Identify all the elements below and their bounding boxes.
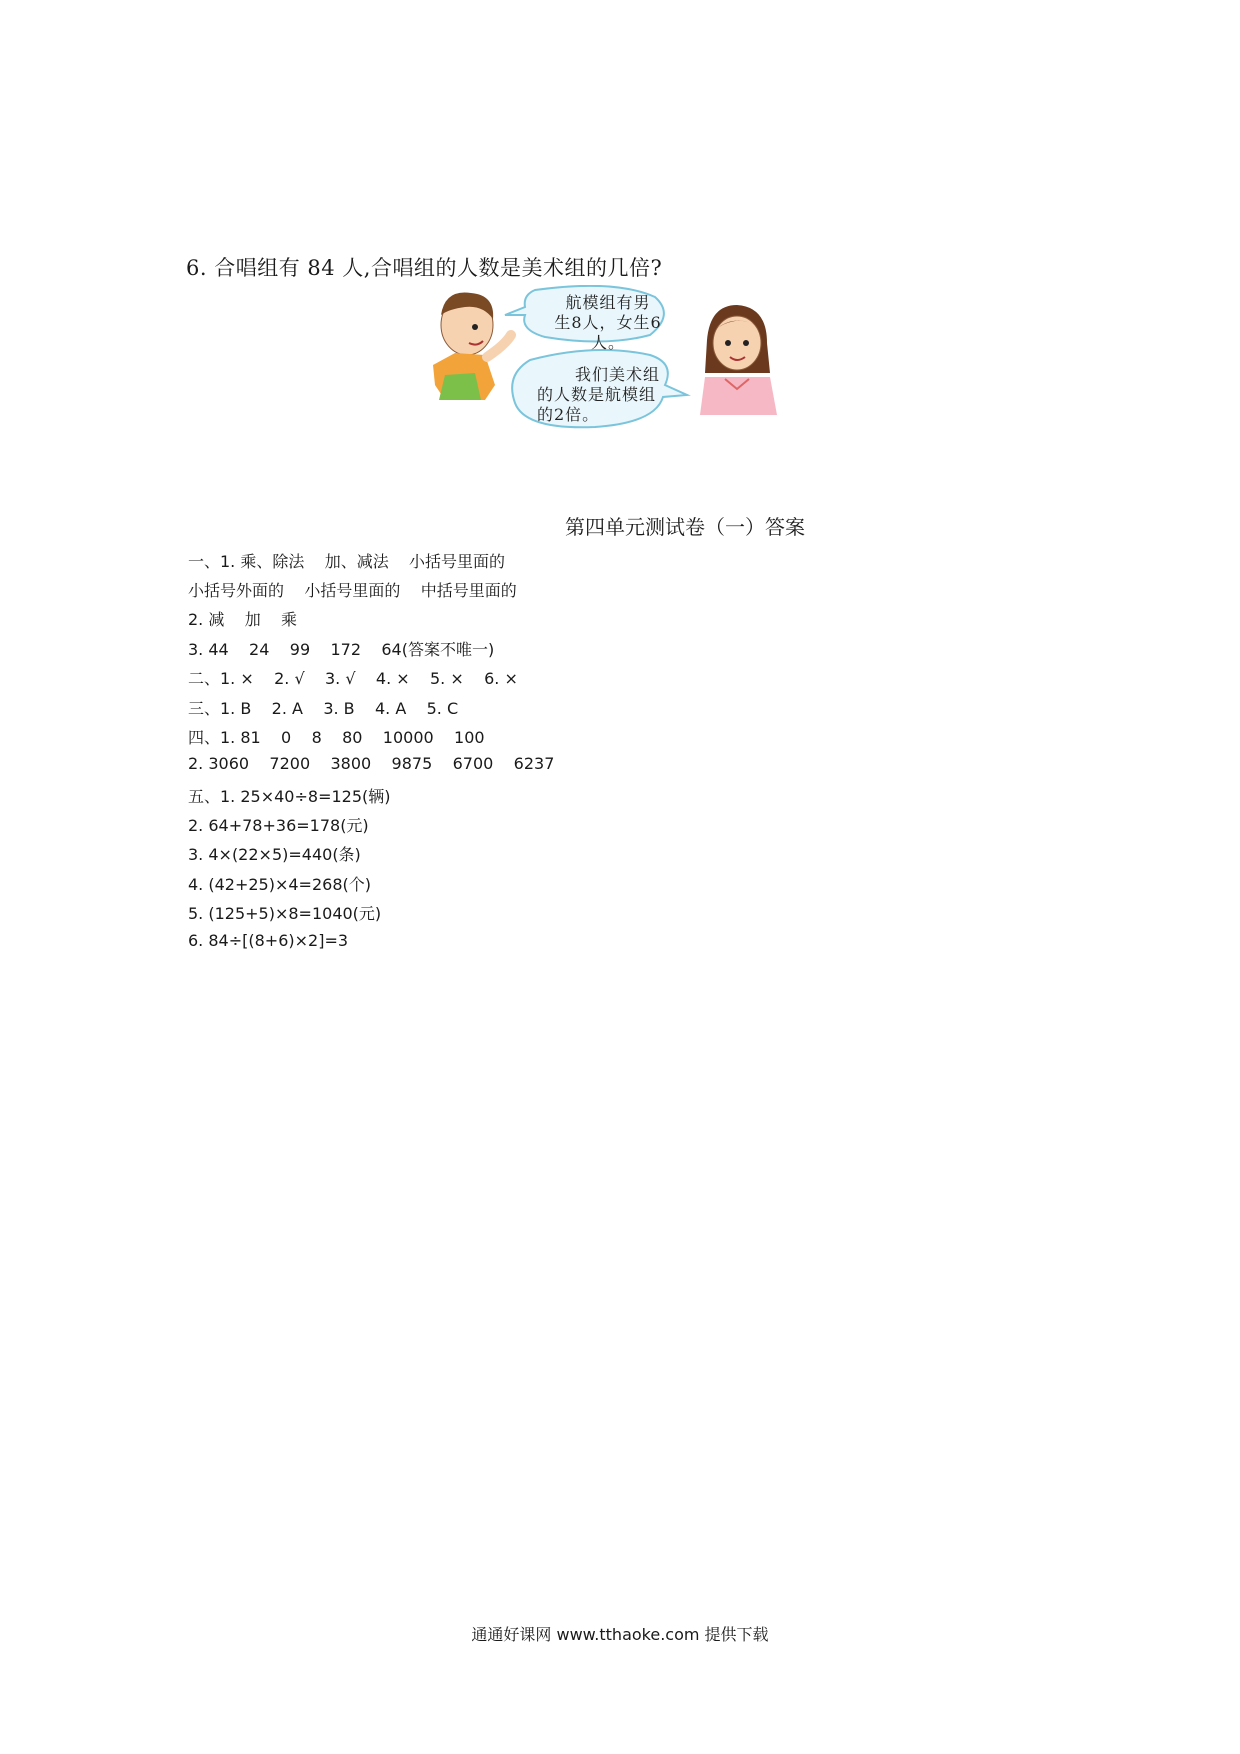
answer-line: 2. 3060 7200 3800 9875 6700 6237 (188, 754, 555, 773)
answer-line: 一、1. 乘、除法 加、减法 小括号里面的 (188, 552, 506, 571)
girl-figure (700, 305, 777, 415)
dialogue-illustration (425, 285, 805, 445)
answer-line: 小括号外面的 小括号里面的 中括号里面的 (188, 581, 517, 600)
girl-bubble-line: 的2倍。 (537, 405, 600, 424)
answer-line: 2. 减 加 乘 (188, 610, 298, 629)
question-6: 6. 合唱组有 84 人,合唱组的人数是美术组的几倍? (186, 256, 663, 280)
answer-line: 5. (125+5)×8=1040(元) (188, 904, 382, 923)
answer-line: 2. 64+78+36=178(元) (188, 816, 369, 835)
boy-bubble-line: 航模组有男 (565, 293, 651, 312)
answer-line: 五、1. 25×40÷8=125(辆) (188, 787, 391, 806)
answer-line: 四、1. 81 0 8 80 10000 100 (188, 728, 485, 747)
answer-line: 三、1. B 2. A 3. B 4. A 5. C (188, 699, 459, 718)
girl-bubble-text (537, 365, 677, 425)
answer-line: 二、1. × 2. √ 3. √ 4. × 5. × 6. × (188, 669, 518, 688)
answer-line: 4. (42+25)×4=268(个) (188, 875, 371, 894)
boy-bubble-text (553, 293, 663, 353)
boy-figure (433, 292, 511, 400)
answer-line: 3. 4×(22×5)=440(条) (188, 845, 361, 864)
girl-bubble-line: 我们美术组 (575, 365, 661, 384)
girl-bubble-line: 的人数是航模组 (537, 385, 657, 404)
footer-credit: 通通好课网 www.tthaoke.com 提供下载 (471, 1625, 769, 1644)
boy-bubble-line: 生8人，女生6人。 (554, 313, 662, 352)
answer-line: 3. 44 24 99 172 64(答案不唯一) (188, 640, 495, 659)
answer-line: 6. 84÷[(8+6)×2]=3 (188, 931, 349, 950)
answer-title: 第四单元测试卷（一）答案 (565, 515, 805, 539)
